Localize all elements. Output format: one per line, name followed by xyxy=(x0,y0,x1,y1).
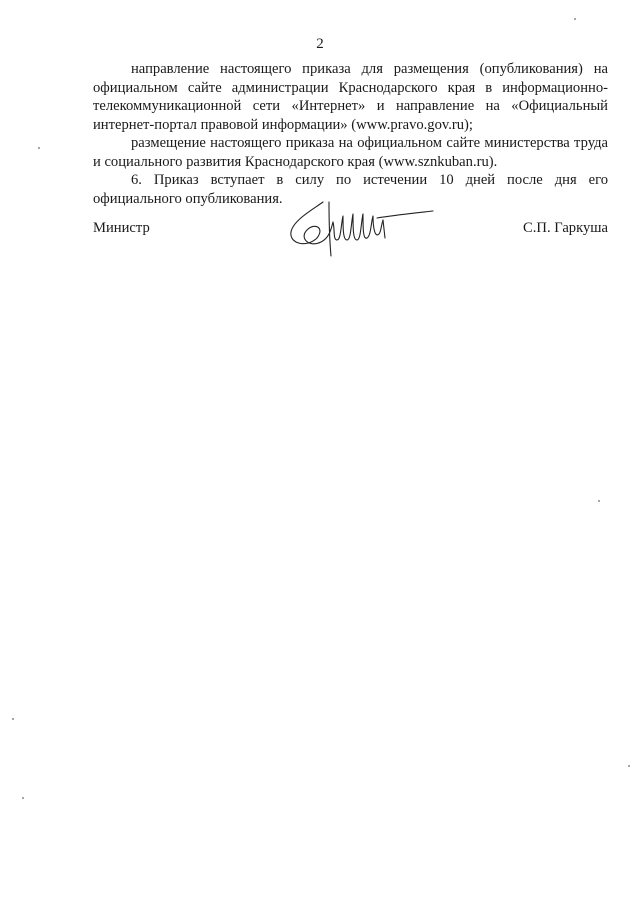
scan-speck xyxy=(574,18,576,20)
page-number: 2 xyxy=(316,36,324,52)
scan-speck xyxy=(628,765,630,767)
signer-title: Министр xyxy=(93,220,150,236)
paragraph-ministry-site-posting: размещение настоящего приказа на официальном сайте министерства труда и социального развития Краснодарского края (www.sznkuban.ru). xyxy=(93,135,608,170)
scan-speck xyxy=(22,797,24,799)
paragraph-entry-into-force: 6. Приказ вступает в силу по истечении 10 дней после дня его официального опубликования. xyxy=(93,172,608,207)
order-body xyxy=(93,60,608,208)
scan-speck xyxy=(12,718,14,720)
scan-speck xyxy=(598,500,600,502)
signature-block xyxy=(93,220,608,244)
paragraph-publication-direction: направление настоящего приказа для размещения (опубликования) на официальном сайте администрации Краснодарского края в информационно-телекоммуникационной сети «Интернет» и направление на «Официальный интернет-портал правовой информации» (www.pravo.gov.ru); xyxy=(93,61,608,133)
handwritten-signature xyxy=(285,198,435,258)
scan-speck xyxy=(38,147,40,149)
signer-name: С.П. Гаркуша xyxy=(523,220,608,236)
